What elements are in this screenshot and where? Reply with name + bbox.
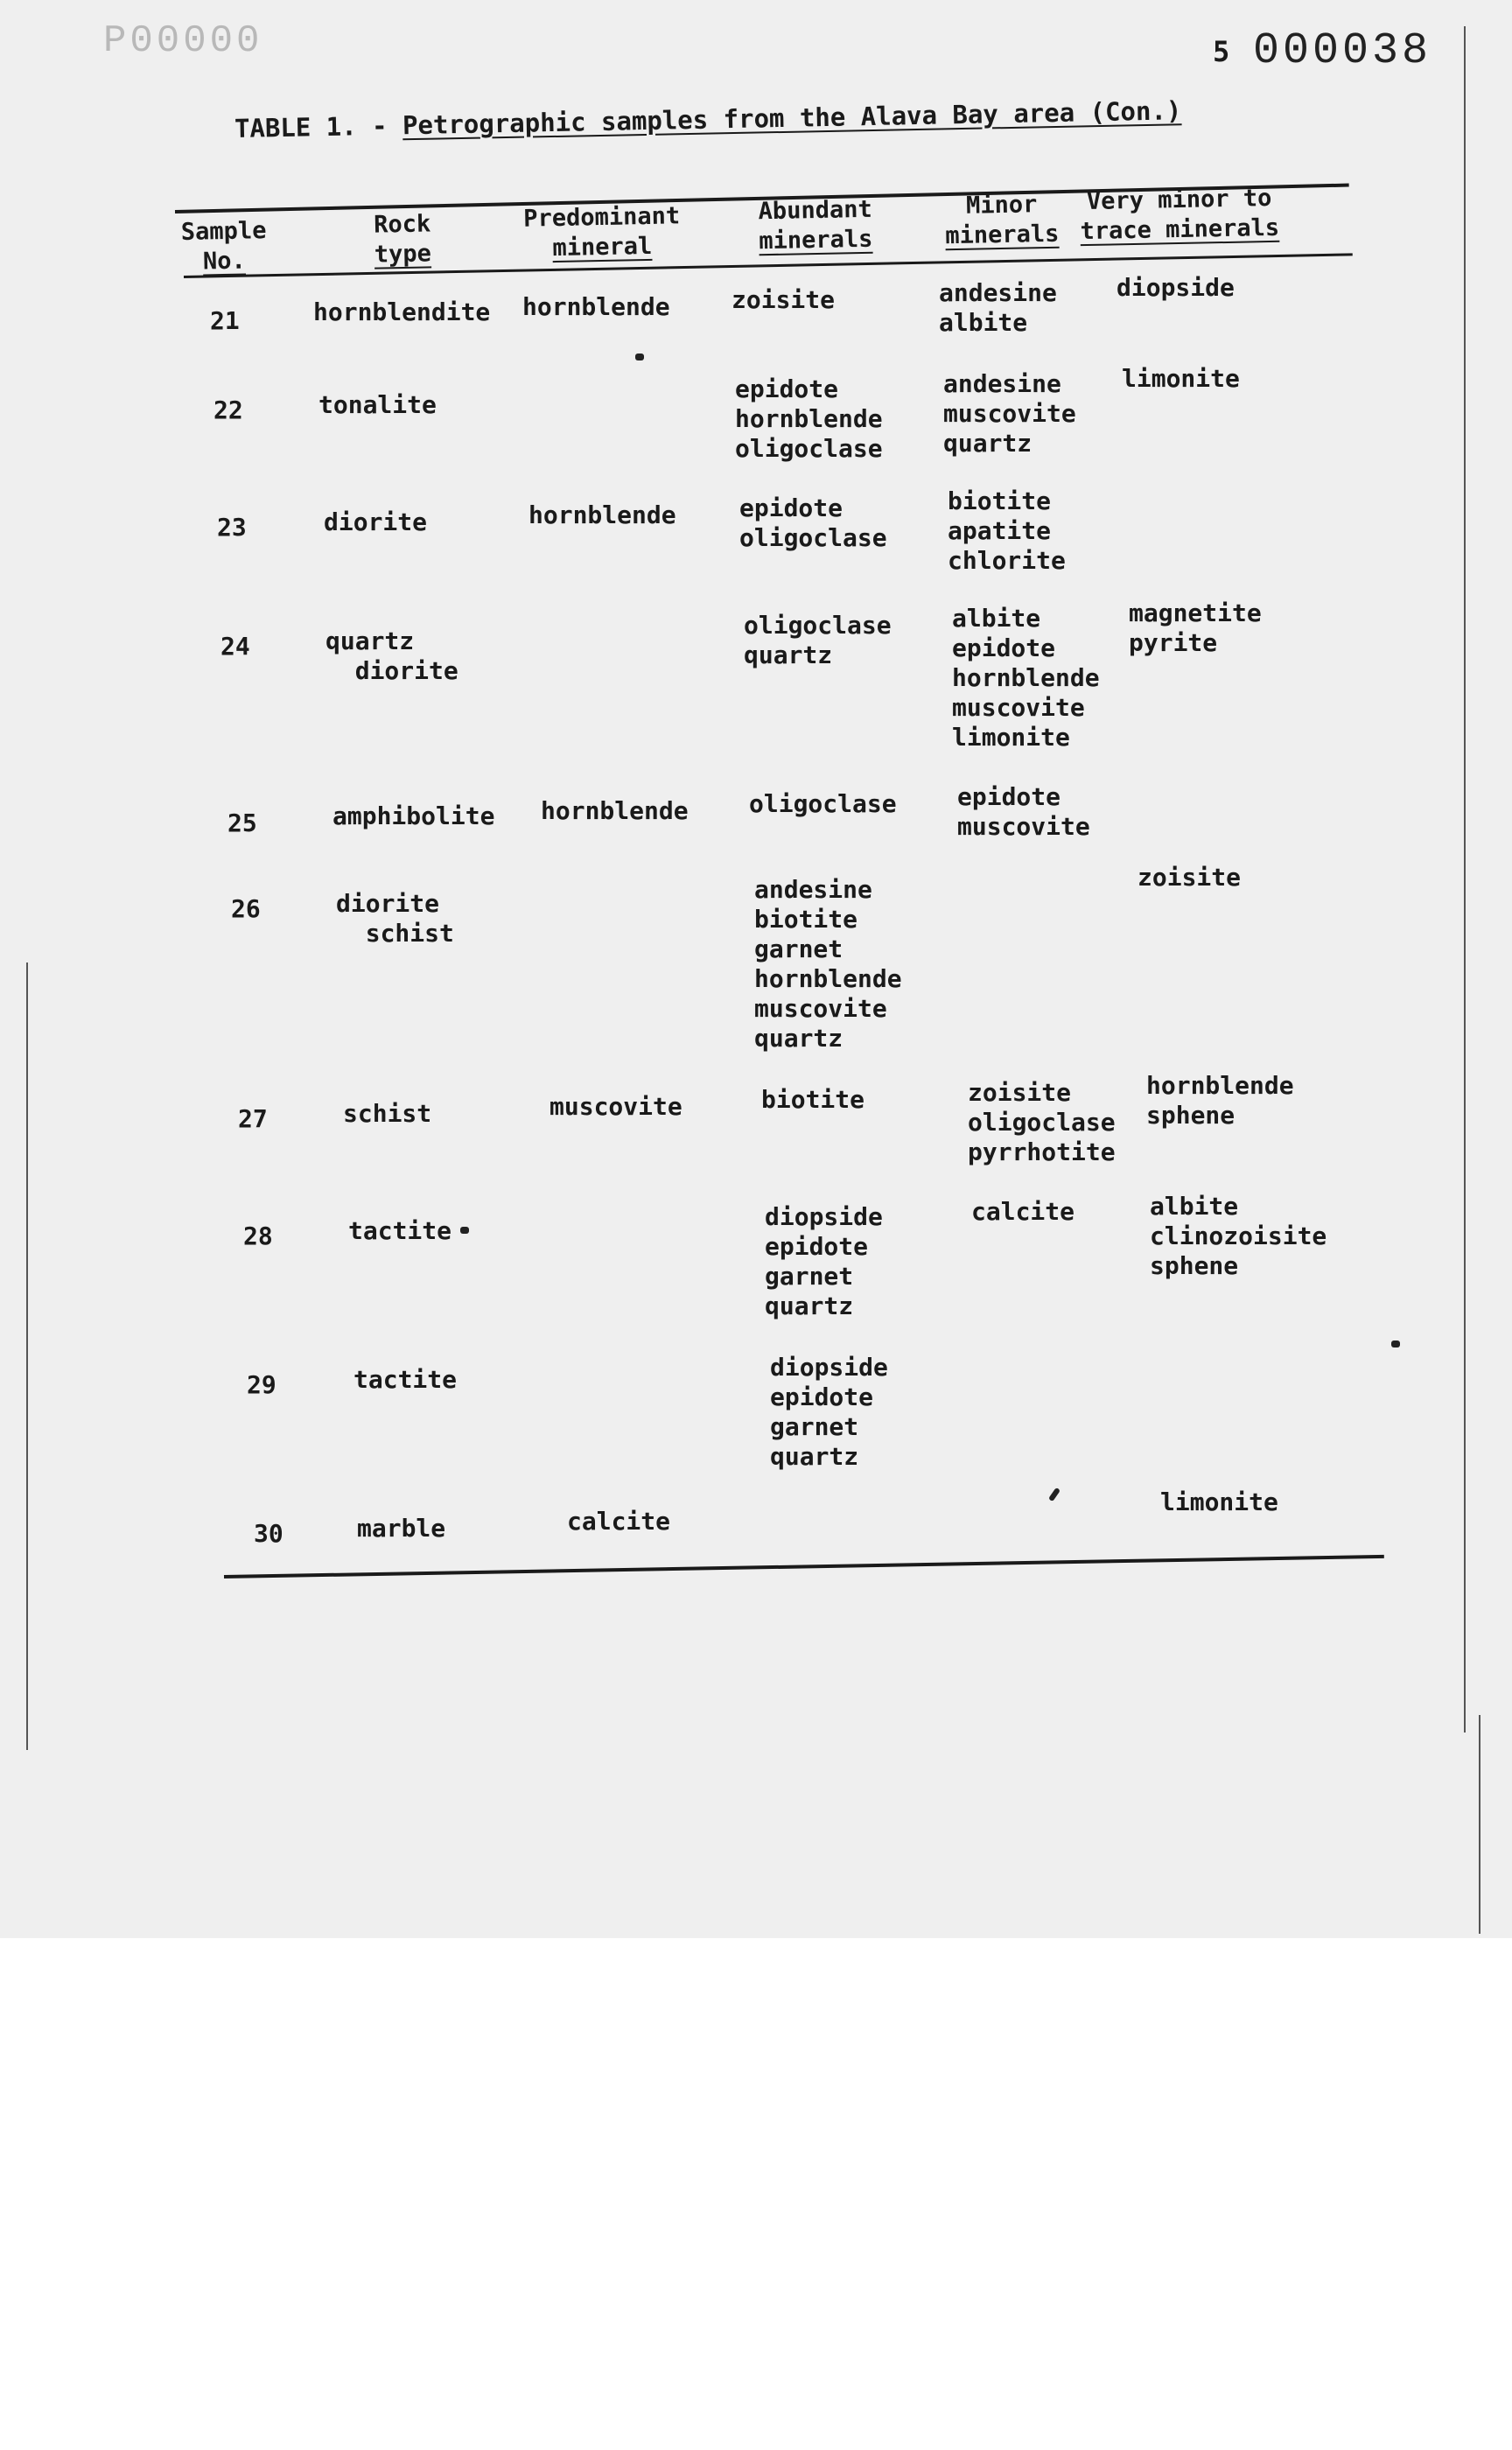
table-title-text: Petrographic samples from the Alava Bay area (Con.) (402, 95, 1182, 141)
cell-minor: andesine muscovite quartz (943, 369, 1076, 458)
cell-trace: magnetite pyrite (1129, 598, 1262, 657)
cell-abundant: biotite (761, 1085, 865, 1114)
cell-minor: andesine albite (939, 278, 1057, 337)
header-minor-line2: minerals (945, 220, 1060, 250)
page-left-edge (26, 962, 28, 1750)
cell-minor: calcite (971, 1197, 1075, 1226)
cell-sample-no: 30 (254, 1519, 284, 1548)
header-abund-line2: minerals (758, 225, 873, 256)
header-trace-line1: Very minor to (1086, 184, 1272, 216)
cell-minor: zoisite oligoclase pyrrhotite (968, 1078, 1116, 1166)
header-trace-minerals (1065, 184, 1293, 248)
cell-rock-type: tactite (348, 1216, 452, 1245)
cell-predominant: hornblende (522, 292, 670, 321)
cell-rock-type: tonalite (318, 390, 437, 419)
page-number-small: 5 (1213, 35, 1230, 68)
cell-abundant: andesine biotite garnet hornblende muscovite quartz (754, 875, 902, 1053)
cell-sample-no: 29 (247, 1370, 276, 1399)
cell-predominant: calcite (567, 1507, 671, 1536)
cell-minor: biotite apatite chlorite (948, 486, 1066, 575)
cell-trace: limonite (1160, 1488, 1278, 1516)
header-minor-minerals (944, 190, 1059, 251)
cell-minor: albite epidote hornblende muscovite limonite (952, 604, 1100, 752)
cell-sample-no: 26 (231, 894, 261, 923)
cell-rock-type: hornblendite (313, 298, 491, 326)
cell-predominant: hornblende (541, 796, 689, 825)
bottom-rule (224, 1555, 1384, 1578)
header-abund-line1: Abundant (758, 195, 872, 226)
cell-predominant: muscovite (550, 1092, 682, 1121)
page-number: 000038 (1253, 26, 1432, 76)
header-trace-line2: trace minerals (1080, 214, 1280, 246)
cell-sample-no: 24 (220, 632, 250, 661)
header-pred-line2: mineral (552, 232, 653, 262)
cell-abundant: diopside epidote garnet quartz (770, 1353, 888, 1471)
cell-rock-type: diorite (324, 508, 428, 536)
header-sample-no (171, 216, 276, 277)
cell-trace: hornblende sphene (1146, 1071, 1294, 1130)
cell-rock-type: tactite (354, 1365, 458, 1394)
stray-mark (635, 354, 644, 360)
cell-abundant: oligoclase (749, 789, 897, 818)
cell-sample-no: 22 (214, 396, 243, 424)
page-right-edge (1464, 26, 1466, 1732)
table-title-prefix: TABLE 1. - (234, 110, 403, 144)
cell-rock-type: diorite schist (336, 889, 454, 948)
header-minor-line1: Minor (965, 191, 1038, 220)
cell-abundant: epidote hornblende oligoclase (735, 374, 883, 463)
cell-trace: albite clinozoisite sphene (1150, 1192, 1327, 1280)
cell-trace: limonite (1122, 364, 1240, 393)
header-rock-type (349, 209, 455, 270)
ghost-stamp: P00000 (103, 19, 263, 63)
cell-minor: epidote muscovite (957, 782, 1090, 841)
cell-abundant: oligoclase quartz (744, 611, 892, 669)
cell-abundant: epidote oligoclase (739, 494, 887, 552)
cell-predominant: hornblende (528, 500, 676, 529)
cell-sample-no: 21 (210, 306, 240, 335)
header-abundant-minerals (745, 194, 886, 256)
cell-rock-type: schist (343, 1099, 432, 1128)
stray-mark (460, 1227, 469, 1234)
cell-sample-no: 25 (228, 808, 257, 837)
cell-sample-no: 27 (238, 1104, 268, 1133)
cell-rock-type: marble (357, 1514, 446, 1543)
header-rock-line1: Rock (373, 210, 431, 239)
cell-trace: zoisite (1138, 863, 1242, 892)
cell-trace: diopside (1116, 273, 1235, 302)
stray-mark (1048, 1488, 1060, 1502)
stray-mark (1391, 1340, 1400, 1348)
header-rock-line2: type (374, 240, 432, 269)
table-title (234, 95, 1182, 144)
cell-abundant: zoisite (732, 285, 836, 314)
cell-sample-no: 23 (217, 513, 247, 542)
header-sample-line1: Sample (180, 217, 267, 246)
header-predominant-mineral (514, 201, 690, 264)
header-sample-line2: No. (202, 247, 247, 276)
cell-rock-type: quartz diorite (326, 626, 458, 685)
page-right-edge-lower (1479, 1715, 1480, 1934)
cell-abundant: diopside epidote garnet quartz (765, 1202, 883, 1320)
cell-rock-type: amphibolite (332, 802, 495, 830)
cell-sample-no: 28 (243, 1222, 273, 1250)
header-pred-line1: Predominant (522, 202, 681, 233)
